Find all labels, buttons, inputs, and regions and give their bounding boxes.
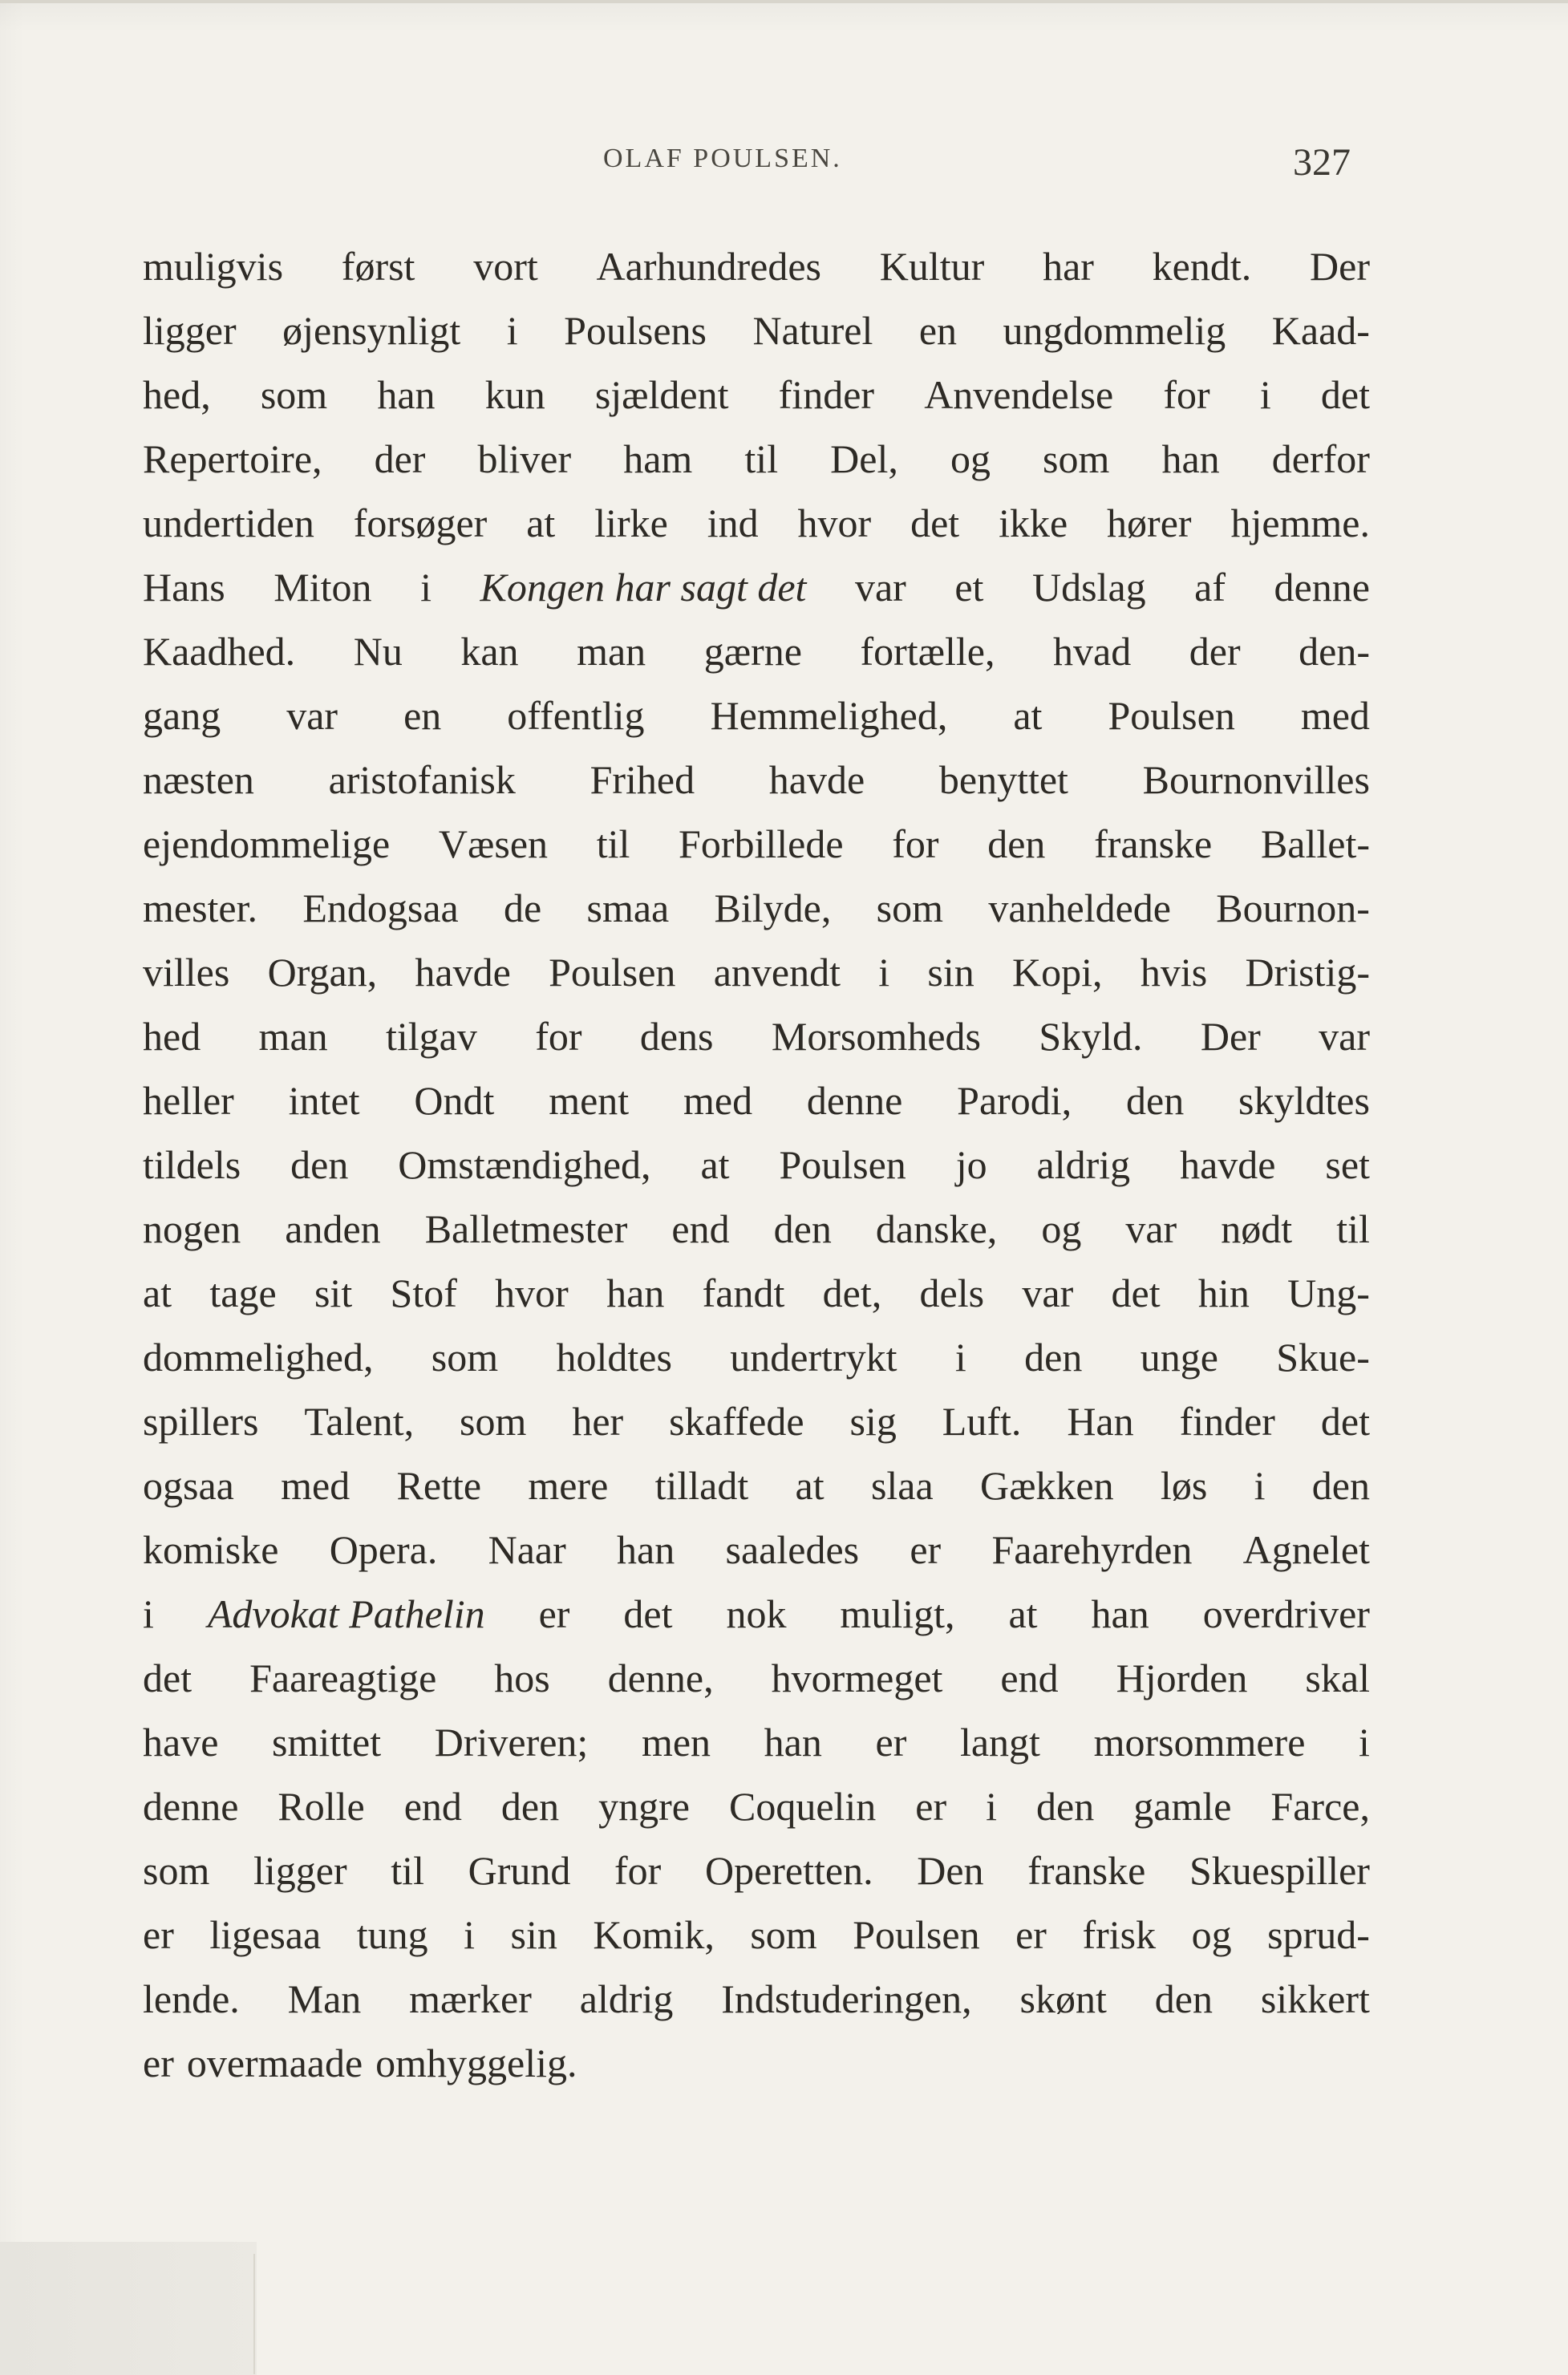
word: Kaad-: [1271, 308, 1370, 353]
word: var: [854, 565, 906, 610]
word: Operetten.: [704, 1848, 873, 1893]
word: ind: [707, 501, 759, 545]
word: overdriver: [1202, 1591, 1370, 1636]
word: er: [910, 1527, 942, 1572]
word: Bilyde,: [714, 886, 832, 930]
text-line: [143, 1133, 1370, 1197]
word: slaa: [870, 1463, 934, 1508]
text-line: [143, 1004, 1370, 1068]
word: ligger: [143, 308, 237, 353]
word: er: [875, 1720, 907, 1765]
word: smaa: [586, 886, 670, 930]
word: end: [403, 1784, 462, 1829]
word: franske: [1094, 821, 1213, 866]
word: skaffede: [669, 1399, 804, 1444]
word: men: [641, 1720, 711, 1765]
word: fandt: [702, 1271, 785, 1315]
word: havde: [415, 950, 511, 995]
word: det: [1111, 1271, 1161, 1315]
word: de: [504, 886, 542, 930]
word: næsten: [143, 757, 254, 802]
word: i: [143, 1591, 154, 1636]
text-line: [143, 491, 1370, 555]
word: end: [1000, 1656, 1059, 1700]
word: som: [460, 1399, 527, 1444]
text-line: [143, 1197, 1370, 1261]
text-line: [143, 1774, 1370, 1838]
word: sig: [849, 1399, 897, 1444]
word: hvis: [1140, 950, 1208, 995]
word: vort: [473, 244, 538, 289]
word: offentlig: [507, 693, 645, 738]
word: ligesaa: [209, 1912, 322, 1957]
word: Driveren;: [434, 1720, 589, 1765]
word: lirke: [594, 501, 668, 545]
word: kendt.: [1152, 244, 1252, 289]
word: har: [1043, 244, 1094, 289]
word: Organ,: [267, 950, 378, 995]
word: sprud-: [1267, 1912, 1370, 1957]
word: er: [143, 2041, 174, 2085]
text-line: [143, 1518, 1370, 1582]
word: Naturel: [752, 308, 873, 353]
word: Indstuderingen,: [721, 1976, 972, 2021]
word: den: [1024, 1335, 1083, 1380]
word: skønt: [1019, 1976, 1107, 2021]
word: derfor: [1271, 436, 1370, 481]
word: var: [1125, 1206, 1177, 1251]
text-line: [143, 363, 1370, 427]
word: den: [1311, 1463, 1370, 1508]
word: Grund: [468, 1848, 571, 1893]
word: skyldtes: [1238, 1078, 1370, 1123]
text-line: [143, 619, 1370, 683]
word: bliver: [477, 436, 572, 481]
word: tilgav: [385, 1014, 477, 1059]
word: Faareagtige: [249, 1656, 437, 1700]
word: Udslag: [1031, 565, 1146, 610]
word: Skue-: [1276, 1335, 1370, 1380]
word: Hans: [143, 565, 225, 610]
word: aldrig: [579, 1976, 674, 2021]
word: sin: [927, 950, 974, 995]
word: af: [1194, 565, 1226, 610]
word: i: [986, 1784, 998, 1829]
word: hvor: [495, 1271, 569, 1315]
word: var: [1022, 1271, 1074, 1315]
word: Anvendelse: [924, 372, 1114, 417]
word: forsøger: [353, 501, 488, 545]
text-line: [143, 940, 1370, 1004]
text-line: [143, 2031, 1370, 2095]
word: han: [617, 1527, 675, 1572]
word: med: [281, 1463, 350, 1508]
word: Miton: [273, 565, 372, 610]
word: med: [1300, 693, 1370, 738]
word: Komik,: [593, 1912, 715, 1957]
word: Poulsen: [1108, 693, 1235, 738]
word: den: [1154, 1976, 1213, 2021]
scan-shadow: [0, 2242, 257, 2375]
word: her: [572, 1399, 624, 1444]
word: Den: [917, 1848, 984, 1893]
word: vanheldede: [988, 886, 1171, 930]
word: det: [910, 501, 960, 545]
word: Naar: [488, 1527, 566, 1572]
word: Bournonvilles: [1142, 757, 1370, 802]
word: Hjorden: [1116, 1656, 1248, 1700]
text-line: [143, 1967, 1370, 2031]
word: og: [1041, 1206, 1082, 1251]
word: dommelighed,: [143, 1335, 374, 1380]
word: Luft.: [942, 1399, 1022, 1444]
page-header: [0, 140, 1568, 197]
word: som: [1043, 436, 1110, 481]
word: der: [1189, 629, 1241, 674]
word: for: [535, 1014, 582, 1059]
word: i: [1359, 1720, 1370, 1765]
word: skal: [1305, 1656, 1370, 1700]
word: Endogsaa: [302, 886, 459, 930]
word: for: [614, 1848, 662, 1893]
word: hos: [494, 1656, 550, 1700]
word: i: [464, 1912, 476, 1957]
word: er: [915, 1784, 947, 1829]
word: spillers: [143, 1399, 259, 1444]
word: det: [1320, 372, 1370, 417]
word: overmaade: [186, 2041, 363, 2085]
word: i: [1254, 1463, 1266, 1508]
word: Talent,: [304, 1399, 415, 1444]
word: Agnelet: [1242, 1527, 1370, 1572]
word: han: [606, 1271, 665, 1315]
word: Opera.: [329, 1527, 438, 1572]
word: unge: [1140, 1335, 1218, 1380]
word: Coquelin: [728, 1784, 877, 1829]
word: Skyld.: [1039, 1014, 1143, 1059]
word: Skuespiller: [1189, 1848, 1370, 1893]
text-line: [143, 1261, 1370, 1325]
word: Ondt: [414, 1078, 495, 1123]
word: Balletmester: [424, 1206, 628, 1251]
word: Rolle: [278, 1784, 365, 1829]
text-line: [143, 1903, 1370, 1967]
word: end: [671, 1206, 730, 1251]
word: havde: [1180, 1142, 1276, 1187]
word: Poulsen: [549, 950, 676, 995]
word: sjældent: [594, 372, 729, 417]
word: Ballet-: [1260, 821, 1370, 866]
word: som: [750, 1912, 817, 1957]
word: ungdommelig: [1003, 308, 1226, 353]
page-number: 327: [1293, 141, 1351, 184]
word: Poulsens: [564, 308, 707, 353]
word: i: [506, 308, 518, 353]
word: gærne: [703, 629, 802, 674]
text-line: [143, 683, 1370, 748]
word: Hemmelighed,: [710, 693, 948, 738]
word: ment: [549, 1078, 630, 1123]
text-line: [143, 234, 1370, 298]
word: løs: [1160, 1463, 1208, 1508]
text-line: [143, 1389, 1370, 1453]
word: Stof: [390, 1271, 457, 1315]
word: er: [1015, 1912, 1047, 1957]
word: i: [1259, 372, 1271, 417]
word: for: [892, 821, 939, 866]
word: han: [764, 1720, 822, 1765]
word: nok: [726, 1591, 787, 1636]
word: den: [290, 1142, 349, 1187]
body-paragraph: [143, 234, 1370, 2095]
word: tilladt: [654, 1463, 749, 1508]
word: omhyggelig.: [375, 2041, 577, 2085]
scan-mark: [253, 2254, 255, 2374]
word: tage: [209, 1271, 277, 1315]
word: saaledes: [725, 1527, 860, 1572]
word: Kopi,: [1012, 950, 1103, 995]
word: ikke: [999, 501, 1068, 545]
word: til: [744, 436, 779, 481]
word: nødt: [1221, 1206, 1293, 1251]
word: var: [286, 693, 338, 738]
word: han: [377, 372, 436, 417]
word: anvendt: [713, 950, 841, 995]
word: undertrykt: [730, 1335, 897, 1380]
text-line: [143, 876, 1370, 940]
word: hvor: [797, 501, 872, 545]
word: hører: [1107, 501, 1192, 545]
word: Del,: [830, 436, 898, 481]
text-line: [143, 748, 1370, 812]
word: morsommere: [1093, 1720, 1306, 1765]
word: den: [500, 1784, 560, 1829]
word: Kultur: [879, 244, 985, 289]
word: den: [773, 1206, 832, 1251]
word: han: [1161, 436, 1220, 481]
word: var: [1319, 1014, 1370, 1059]
text-line: [143, 1453, 1370, 1518]
word: den: [1126, 1078, 1185, 1123]
word: sit: [314, 1271, 353, 1315]
word: Morsomheds: [771, 1014, 981, 1059]
word: anden: [285, 1206, 381, 1251]
word: et: [954, 565, 984, 610]
word: ogsaa: [143, 1463, 234, 1508]
word: franske: [1027, 1848, 1146, 1893]
word: Han: [1067, 1399, 1134, 1444]
word: Rette: [396, 1463, 482, 1508]
word: der: [374, 436, 426, 481]
word: at: [1008, 1591, 1038, 1636]
word: undertiden: [143, 501, 314, 545]
word: kun: [484, 372, 545, 417]
word: til: [596, 821, 630, 866]
text-line: [143, 298, 1370, 363]
word: denne: [1274, 565, 1370, 610]
word: denne,: [607, 1656, 714, 1700]
word: den-: [1299, 629, 1370, 674]
word: aldrig: [1036, 1142, 1131, 1187]
word: hvormeget: [771, 1656, 943, 1700]
word: er: [538, 1591, 570, 1636]
page-top-edge: [0, 0, 1568, 3]
word: i: [420, 565, 432, 610]
word: finder: [778, 372, 875, 417]
word: smittet: [272, 1720, 382, 1765]
word: set: [1325, 1142, 1370, 1187]
word: denne: [143, 1784, 239, 1829]
word: Væsen: [438, 821, 549, 866]
word: til: [391, 1848, 424, 1893]
italic-title: Advokat Pathelin: [207, 1591, 485, 1636]
word: Parodi,: [957, 1078, 1072, 1123]
word: muligt,: [840, 1591, 955, 1636]
word: danske,: [875, 1206, 998, 1251]
word: en: [403, 693, 442, 738]
word: mærker: [409, 1976, 532, 2021]
word: tildels: [143, 1142, 241, 1187]
word: han: [1091, 1591, 1149, 1636]
word: at: [700, 1142, 730, 1187]
word: Gækken: [979, 1463, 1114, 1508]
word: Poulsen: [853, 1912, 980, 1957]
text-line: [143, 427, 1370, 491]
word: som: [431, 1335, 499, 1380]
word: Ung-: [1287, 1271, 1370, 1315]
word: yngre: [598, 1784, 690, 1829]
word: hed: [143, 1014, 201, 1059]
word: som: [876, 886, 944, 930]
word: gamle: [1133, 1784, 1232, 1829]
word: Forbillede: [679, 821, 844, 866]
word: som: [143, 1848, 210, 1893]
word: Frihed: [590, 757, 695, 802]
word: Kaadhed.: [143, 629, 296, 674]
word: at: [795, 1463, 825, 1508]
word: have: [143, 1720, 219, 1765]
word: intet: [288, 1078, 360, 1123]
word: Der: [1310, 244, 1370, 289]
word: fortælle,: [860, 629, 995, 674]
word: villes: [143, 950, 230, 995]
word: Dristig-: [1245, 950, 1370, 995]
word: at: [143, 1271, 172, 1315]
word: hed,: [143, 372, 211, 417]
word: lende.: [143, 1976, 240, 2021]
word: nogen: [143, 1206, 241, 1251]
word: havde: [768, 757, 865, 802]
text-line: [143, 1582, 1370, 1646]
word: det: [623, 1591, 673, 1636]
word: gang: [143, 693, 221, 738]
word: komiske: [143, 1527, 279, 1572]
word: og: [950, 436, 991, 481]
text-line: [143, 1325, 1370, 1389]
word: øjensynligt: [282, 308, 461, 353]
word: hjemme.: [1230, 501, 1370, 545]
word: aristofanisk: [328, 757, 516, 802]
word: den: [987, 821, 1046, 866]
word: mester.: [143, 886, 258, 930]
word: en: [918, 308, 958, 353]
word: i: [878, 950, 890, 995]
word: ligger: [253, 1848, 347, 1893]
text-line: [143, 1646, 1370, 1710]
word: sin: [510, 1912, 557, 1957]
word: Omstændighed,: [398, 1142, 651, 1187]
word: sikkert: [1260, 1976, 1370, 2021]
word: i: [954, 1335, 966, 1380]
word: Der: [1200, 1014, 1261, 1059]
word: som: [260, 372, 328, 417]
word: finder: [1179, 1399, 1275, 1444]
text-line: [143, 1068, 1370, 1133]
word: med: [683, 1078, 753, 1123]
word: at: [1013, 693, 1043, 738]
italic-title: Kongen har sagt det: [480, 565, 807, 610]
word: frisk: [1082, 1912, 1157, 1957]
word: det,: [822, 1271, 882, 1315]
word: mere: [528, 1463, 609, 1508]
word: Faarehyrden: [991, 1527, 1193, 1572]
word: langt: [959, 1720, 1040, 1765]
word: først: [341, 244, 415, 289]
word: holdtes: [556, 1335, 672, 1380]
word: Nu: [353, 629, 403, 674]
word: Man: [287, 1976, 362, 2021]
word: man: [258, 1014, 328, 1059]
word: heller: [143, 1078, 234, 1123]
word: Repertoire,: [143, 436, 322, 481]
word: tung: [356, 1912, 428, 1957]
word: Farce,: [1270, 1784, 1370, 1829]
word: er: [143, 1912, 174, 1957]
word: det: [1320, 1399, 1370, 1444]
word: Poulsen: [779, 1142, 906, 1187]
word: denne: [806, 1078, 903, 1123]
text-line: [143, 1710, 1370, 1774]
word: dels: [919, 1271, 985, 1315]
word: kan: [460, 629, 519, 674]
word: jo: [955, 1142, 987, 1187]
word: ejendommelige: [143, 821, 391, 866]
word: muligvis: [143, 244, 284, 289]
word: til: [1336, 1206, 1370, 1251]
word: hvad: [1053, 629, 1132, 674]
word: man: [577, 629, 646, 674]
word: at: [526, 501, 556, 545]
word: benyttet: [938, 757, 1068, 802]
word: det: [143, 1656, 192, 1700]
text-line: [143, 812, 1370, 876]
word: hin: [1197, 1271, 1250, 1315]
word: dens: [639, 1014, 714, 1059]
word: ham: [623, 436, 693, 481]
word: den: [1036, 1784, 1095, 1829]
word: Aarhundredes: [596, 244, 821, 289]
word: og: [1191, 1912, 1232, 1957]
running-head: OLAF POULSEN.: [603, 144, 842, 173]
word: for: [1163, 372, 1210, 417]
text-line: [143, 555, 1370, 619]
word: Bournon-: [1216, 886, 1370, 930]
text-line: [143, 1838, 1370, 1903]
